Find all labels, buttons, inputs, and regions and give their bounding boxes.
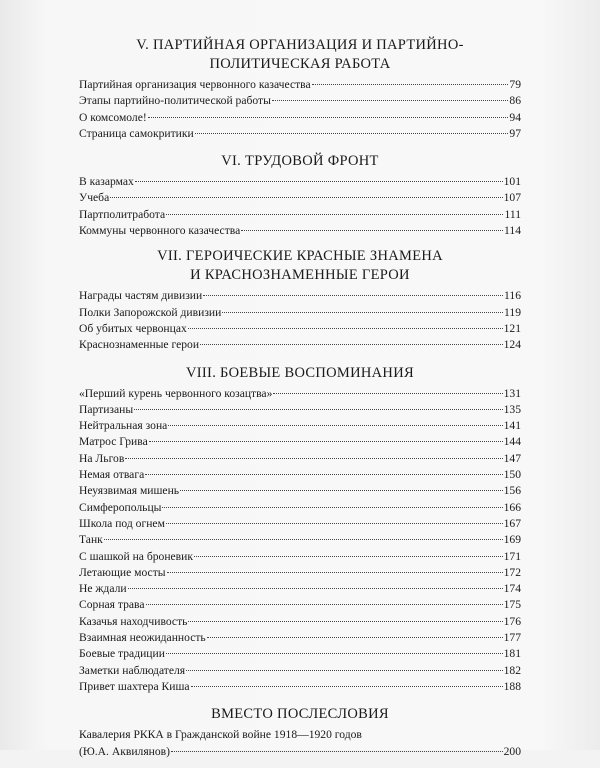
entry-title: Полки Запорожской дивизии [79,305,222,319]
toc-entry [79,614,521,630]
entry-title: Заметки наблюдателя [79,663,186,677]
toc-entry [79,663,521,679]
leader-dots [200,344,503,345]
toc-entry [79,126,521,142]
entry-page: 176 [503,614,521,628]
entry-title: Танк [79,533,103,547]
leader-dots [135,181,503,182]
entry-title: Симферопольцы [79,500,162,514]
entry-page: 172 [503,565,521,579]
leader-dots [125,458,502,459]
leader-dots [134,409,502,410]
section-6 [79,152,521,239]
afterword-section [79,705,521,760]
entry-title: Не ждали [79,582,127,596]
toc-entry [79,597,521,613]
table-of-contents [79,36,521,768]
toc-entry [79,630,521,646]
leader-dots [166,214,503,215]
entry-title: В казармах [79,175,134,189]
toc-entry [79,646,521,662]
entry-page: 141 [503,419,521,433]
leader-dots [148,117,509,118]
entry-title: С шашкой на броневик [79,549,193,563]
leader-dots [272,100,509,101]
entry-title: Учеба [79,191,110,205]
leader-dots [149,441,503,442]
leader-dots [104,539,503,540]
entry-title: Неуязвимая мишень [79,484,180,498]
leader-dots [110,197,502,198]
section-heading: ВМЕСТО ПОСЛЕСЛОВИЯ [211,706,389,723]
leader-dots [168,425,502,426]
entry-page: 114 [504,224,521,238]
section-heading: VI. ТРУДОВОЙ ФРОНТ [221,153,379,170]
entry-page: 101 [503,175,521,189]
toc-entry [79,305,521,321]
entry-title: Сорная трава [79,598,145,612]
toc-entry [79,418,521,434]
entry-page: 124 [503,338,521,352]
entry-page: 200 [503,744,521,758]
leader-dots [194,556,503,557]
entry-title: Краснознаменные герои [79,338,200,352]
entry-page: 116 [504,289,521,303]
entry-page: 181 [503,647,521,661]
toc-entry [79,565,521,581]
toc-entry [79,549,521,565]
toc-entry [79,207,521,223]
entry-title: Партизаны [79,402,134,416]
section-heading: V. ПАРТИЙНАЯ ОРГАНИЗАЦИЯ И ПАРТИЙНО- [136,37,464,53]
entry-page: 182 [503,663,521,677]
section-7 [79,247,521,353]
entry-title: Боевые традиции [79,647,165,661]
leader-dots [188,328,503,329]
entry-title: Страница самокритики [79,126,194,140]
toc-entry [79,516,521,532]
entry-title: Казачья находчивость [79,614,188,628]
section-heading: VII. ГЕРОИЧЕСКИЕ КРАСНЫЕ ЗНАМЕНА [157,248,443,265]
leader-dots [195,133,509,134]
entry-page: 169 [503,533,521,547]
entry-title: На Льгов [79,451,125,465]
entry-page: 177 [503,631,521,645]
entry-title: Привет шахтера Киша [79,679,190,693]
entry-page: 156 [503,484,521,498]
leader-dots [146,604,503,605]
toc-entry [79,174,521,190]
toc-entry [79,679,521,695]
entry-page: 147 [503,451,521,465]
leader-dots [128,588,503,589]
toc-entry [79,500,521,516]
leader-dots [166,653,503,654]
toc-entry [79,532,521,548]
toc-entry [79,93,521,109]
entry-page: 107 [503,191,521,205]
section-heading: VIII. БОЕВЫЕ ВОСПОМИНАНИЯ [186,364,414,381]
entry-title: Партполитработа [79,207,166,221]
entry-title: О комсомоле! [79,110,147,124]
entry-page: 171 [503,549,521,563]
entry-page: 144 [503,435,521,449]
entry-page: 119 [504,305,521,319]
toc-entry [79,402,521,418]
leader-dots [145,474,502,475]
entry-title: «Перший курень червонного козацтва» [79,386,273,400]
entry-page: 174 [503,582,521,596]
toc-entry [79,337,521,353]
toc-entry [79,451,521,467]
entry-title: Школа под огнем [79,516,165,530]
entry-page: 86 [509,94,521,108]
toc-entry [79,483,521,499]
leader-dots [186,670,502,671]
toc-entry [79,434,521,450]
toc-entry [79,581,521,597]
entry-title: Летающие мосты [79,565,166,579]
entry-page: 131 [503,386,521,400]
entry-page: 97 [509,126,521,140]
section-heading: И КРАСНОЗНАМЕННЫЕ ГЕРОИ [190,267,410,284]
leader-dots [167,572,503,573]
entry-page: 111 [504,207,521,221]
toc-entry [79,110,521,126]
entry-title: Коммуны червонного казачества [79,224,241,238]
entry-title: Нейтральная зона [79,419,168,433]
leader-dots [222,312,503,313]
leader-dots [207,637,503,638]
leader-dots [180,490,503,491]
entry-page: 79 [509,78,521,91]
entry-title: Немая отвага [79,468,145,482]
section-5 [79,36,521,142]
leader-dots [191,686,503,687]
leader-dots [166,523,503,524]
toc-entry [79,223,521,239]
entry-page: 94 [509,110,521,124]
leader-dots [203,295,503,296]
leader-dots [241,230,503,231]
leader-dots [273,393,502,394]
entry-title: Этапы партийно-политической работы [79,94,271,108]
section-8 [79,364,521,696]
entry-page: 166 [503,500,521,514]
leader-dots [188,621,502,622]
toc-entry [79,288,521,304]
leader-dots [312,84,509,85]
section-heading: ПОЛИТИЧЕСКАЯ РАБОТА [209,56,391,72]
entry-title: Кавалерия РККА в Гражданской войне 1918—1920 годов [79,728,362,742]
entry-page: 121 [503,321,521,335]
entry-page: 188 [503,679,521,693]
entry-page: 175 [503,598,521,612]
entry-title: Награды частям дивизии [79,289,203,303]
toc-entry [79,744,521,760]
toc-entry [79,190,521,206]
entry-title: Матрос Грива [79,435,148,449]
entry-title: Партийная организация червонного казачества [79,78,311,91]
leader-dots [171,751,503,752]
entry-title: (Ю.А. Аквилянов) [79,744,170,758]
entry-title: Взаимная неожиданность [79,631,206,645]
entry-title: Об убитых червонцах [79,321,187,335]
toc-entry [79,321,521,337]
entry-page: 135 [503,402,521,416]
toc-entry [79,386,521,402]
toc-entry [79,467,521,483]
entry-page: 167 [503,516,521,530]
entry-page: 150 [503,468,521,482]
leader-dots [162,507,502,508]
toc-entry [79,77,521,93]
